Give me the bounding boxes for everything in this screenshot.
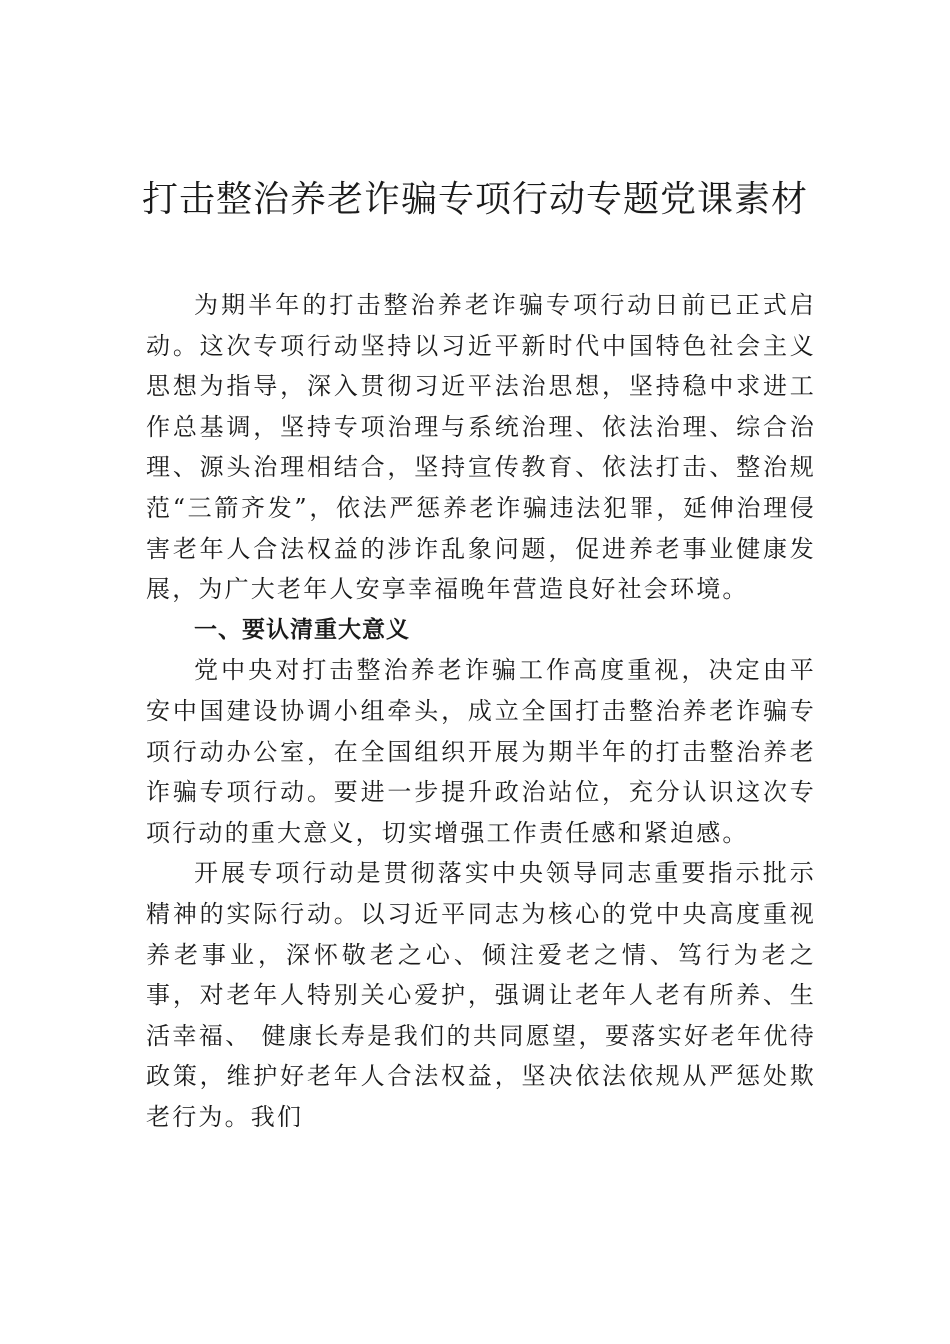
body-paragraph: 开展专项行动是贯彻落实中央领导同志重要指示批示精神的实际行动。以习近平同志为核心的党中央高度重视养老事业，深怀敬老之心、倾注爱老之情、笃行为老之事，对老年人特别关心爱护，强调让老年人老有所养、生活幸福、 健康长寿是我们的共同愿望，要落实好老年优待政策，维护好老年人合法权益，坚决依法依规从严惩处欺老行为。我们	[146, 859, 816, 1131]
document-body	[146, 285, 816, 1137]
intro-paragraph: 为期半年的打击整治养老诈骗专项行动日前已正式启动。这次专项行动坚持以习近平新时代中国特色社会主义思想为指导，深入贯彻习近平法治思想，坚持稳中求进工作总基调，坚持专项治理与系统治理、依法治理、综合治理、源头治理相结合，坚持宣传教育、依法打击、整治规范“三箭齐发”，依法严惩养老诈骗违法犯罪，延伸治理侵害老年人合法权益的涉诈乱象问题，促进养老事业健康发展，为广大老年人安享幸福晚年营造良好社会环境。	[146, 291, 816, 604]
document-title: 打击整治养老诈骗专项行动专题党课素材	[141, 179, 808, 220]
section-heading: 一、要认清重大意义	[194, 616, 410, 643]
body-paragraph: 党中央对打击整治养老诈骗工作高度重视，决定由平安中国建设协调小组牵头，成立全国打击整治养老诈骗专项行动办公室，在全国组织开展为期半年的打击整治养老诈骗专项行动。要进一步提升政治站位，充分认识这次专项行动的重大意义，切实增强工作责任感和紧迫感。	[146, 656, 816, 847]
